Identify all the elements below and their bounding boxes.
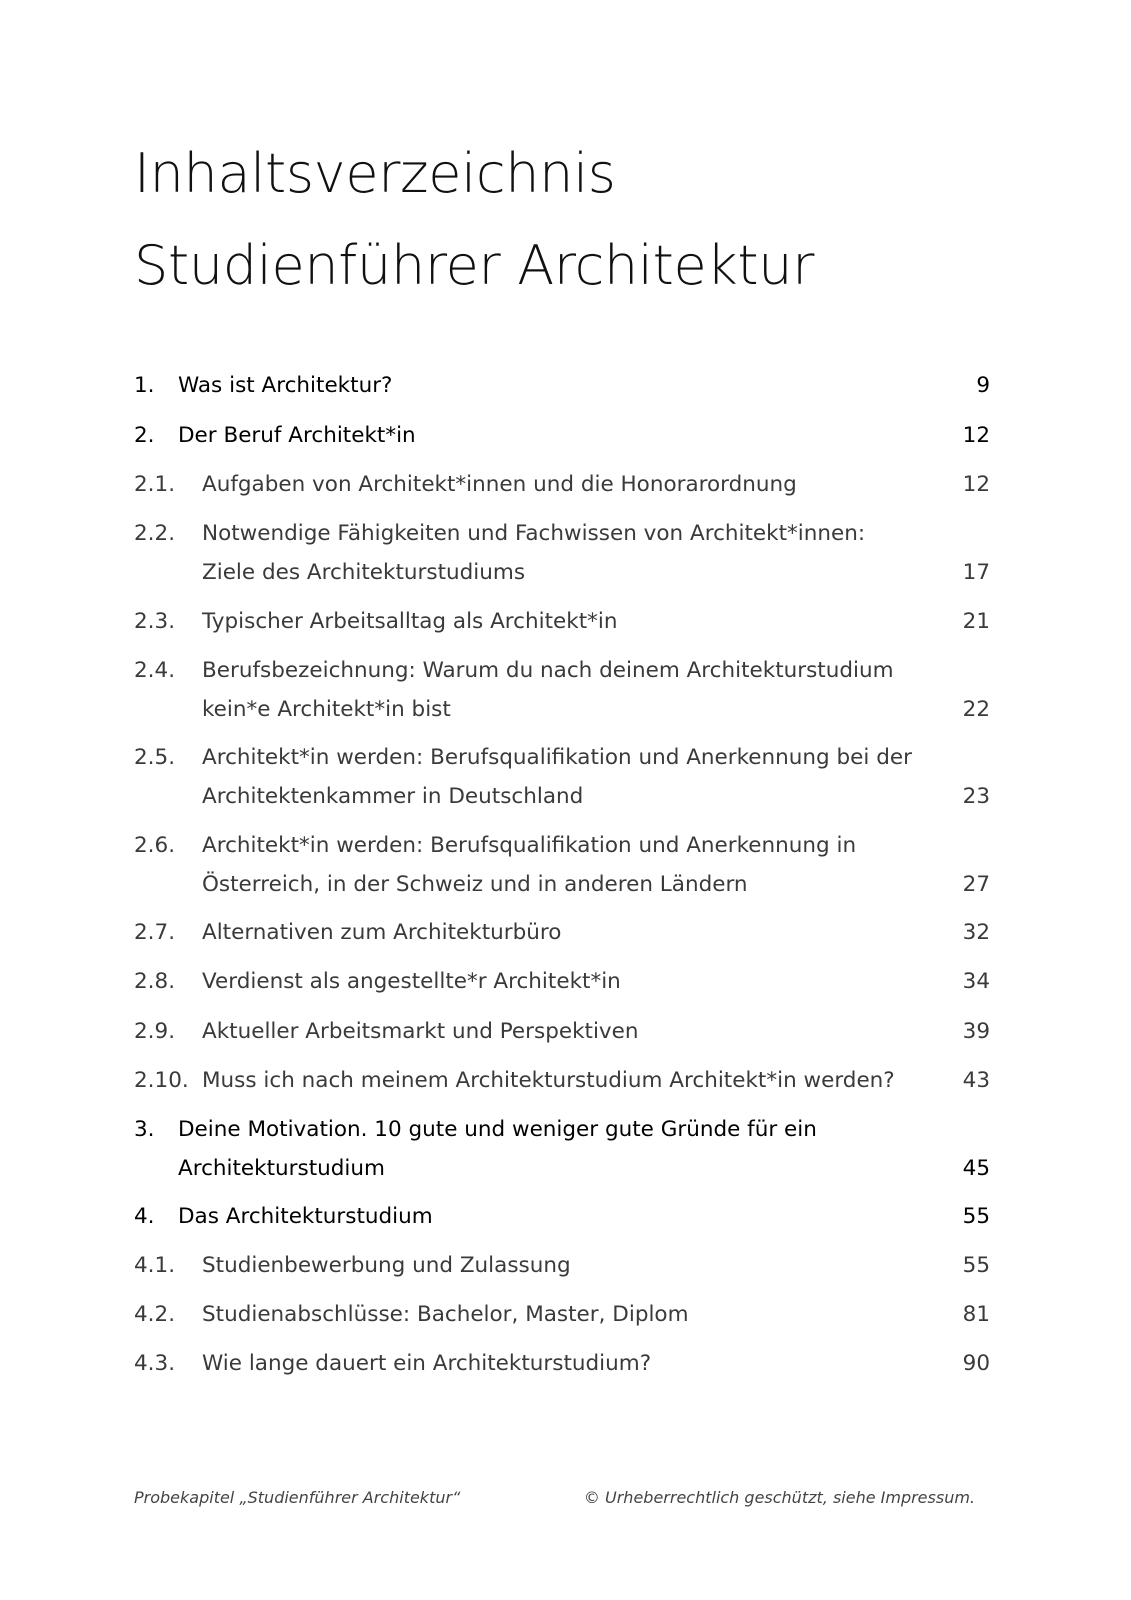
toc-entry[interactable] <box>134 738 990 816</box>
footer-right: © Urheberrechtlich geschützt, siehe Impressum. <box>583 1488 975 1507</box>
toc-number: 4.2. <box>134 1302 176 1327</box>
toc-text: Architekt*in werden: Berufsqualifikation und Anerkennung in Österreich, in der Schweiz und in anderen Ländern <box>202 833 857 897</box>
footer-left: Probekapitel „Studienführer Architektur“ <box>134 1488 461 1507</box>
toc-text: Was ist Architektur? <box>178 373 393 398</box>
toc-entry[interactable] <box>134 826 990 904</box>
toc-page: 55 <box>962 1204 990 1229</box>
toc-text: Alternativen zum Architekturbüro <box>202 920 562 945</box>
toc-text: Berufsbezeichnung: Warum du nach deinem Architekturstudium kein*e Architekt*in bist <box>202 658 894 722</box>
toc-text: Studienbewerbung und Zulassung <box>202 1253 571 1278</box>
toc-text: Notwendige Fähigkeiten und Fachwissen von Architekt*innen: Ziele des Architekturstudiums <box>202 521 866 585</box>
toc-page: 32 <box>962 920 990 945</box>
toc-text: Muss ich nach meinem Architekturstudium Architekt*in werden? <box>202 1068 895 1093</box>
book-title: Studienführer Architektur <box>134 234 815 297</box>
toc-entry[interactable] <box>134 1344 990 1383</box>
toc-number: 4.3. <box>134 1351 176 1376</box>
toc-entry[interactable] <box>134 1246 990 1285</box>
toc-number: 2.8. <box>134 969 176 994</box>
toc-text: Wie lange dauert ein Architekturstudium? <box>202 1351 652 1376</box>
toc-page: 17 <box>962 560 990 585</box>
toc-number: 2.7. <box>134 920 176 945</box>
toc-page: 23 <box>962 784 990 809</box>
toc-number: 2.10. <box>134 1068 189 1093</box>
toc-page: 90 <box>962 1351 990 1376</box>
toc-text: Aufgaben von Architekt*innen und die Honorarordnung <box>202 472 797 497</box>
toc-page: 39 <box>962 1019 990 1044</box>
toc-text: Architekt*in werden: Berufsqualifikation und Anerkennung bei der Architektenkammer in Deutschland <box>202 745 912 809</box>
toc-number: 2.6. <box>134 833 176 858</box>
toc-page: 43 <box>962 1068 990 1093</box>
toc-number: 2.4. <box>134 658 176 683</box>
toc-entry[interactable] <box>134 962 990 1001</box>
toc-page: 34 <box>962 969 990 994</box>
toc-entry[interactable] <box>134 465 990 504</box>
toc-page: 22 <box>962 697 990 722</box>
toc-text: Studienabschlüsse: Bachelor, Master, Diplom <box>202 1302 689 1327</box>
toc-page: 27 <box>962 872 990 897</box>
toc-page: 81 <box>962 1302 990 1327</box>
toc-number: 2.2. <box>134 521 176 546</box>
toc-number: 2.3. <box>134 609 176 634</box>
toc-number: 2.1. <box>134 472 176 497</box>
toc-page: 12 <box>962 472 990 497</box>
toc-number: 4. <box>134 1204 155 1229</box>
toc-entry[interactable] <box>134 1061 990 1100</box>
toc-entry[interactable] <box>134 1110 990 1188</box>
toc-entry[interactable] <box>134 651 990 729</box>
toc-text: Verdienst als angestellte*r Architekt*in <box>202 969 621 994</box>
toc-entry[interactable] <box>134 602 990 641</box>
toc-title: Inhaltsverzeichnis <box>134 142 616 205</box>
toc-number: 1. <box>134 373 155 398</box>
toc-entry[interactable] <box>134 514 990 592</box>
toc-text: Deine Motivation. 10 gute und weniger gute Gründe für ein Architekturstudium <box>178 1117 817 1181</box>
toc-page: 12 <box>962 423 990 448</box>
toc-entry[interactable] <box>134 913 990 952</box>
toc-text: Typischer Arbeitsalltag als Architekt*in <box>202 609 618 634</box>
toc-entry[interactable] <box>134 1197 990 1236</box>
toc-entry[interactable] <box>134 1295 990 1334</box>
toc-text: Der Beruf Architekt*in <box>178 423 416 448</box>
toc-entry[interactable] <box>134 366 990 405</box>
toc-entry[interactable] <box>134 1012 990 1051</box>
toc-page: 21 <box>962 609 990 634</box>
toc-text: Das Architekturstudium <box>178 1204 433 1229</box>
toc-page: 9 <box>976 373 990 398</box>
toc-page: 45 <box>962 1156 990 1181</box>
toc-text: Aktueller Arbeitsmarkt und Perspektiven <box>202 1019 639 1044</box>
toc-number: 2.9. <box>134 1019 176 1044</box>
toc-number: 4.1. <box>134 1253 176 1278</box>
toc-number: 2. <box>134 423 155 448</box>
toc-number: 3. <box>134 1117 155 1142</box>
toc-page: 55 <box>962 1253 990 1278</box>
toc-entry[interactable] <box>134 416 990 455</box>
toc-number: 2.5. <box>134 745 176 770</box>
